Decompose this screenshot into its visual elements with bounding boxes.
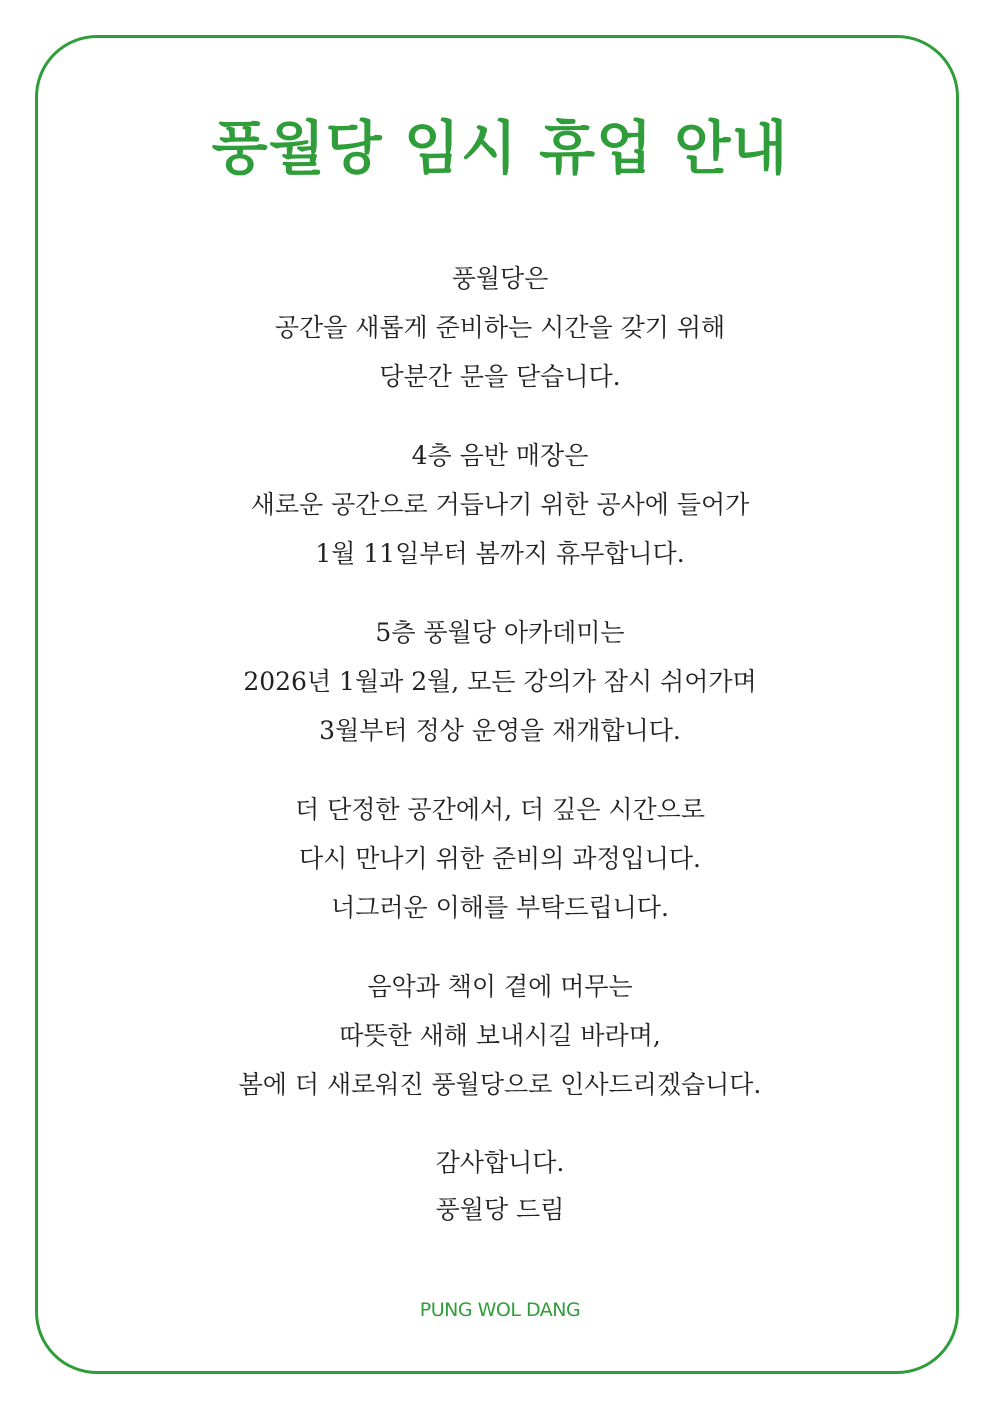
- text-line: 공간을 새롭게 준비하는 시간을 갖기 위해: [274, 313, 726, 342]
- text-line: 4층 음반 매장은: [411, 441, 589, 470]
- paragraph-apology: [0, 785, 1000, 932]
- text-line: 더 단정한 공간에서, 더 깊은 시간으로: [295, 795, 705, 824]
- text-line: 1월 11일부터 봄까지 휴무합니다.: [315, 539, 685, 568]
- text-line: 음악과 책이 곁에 머무는: [367, 972, 633, 1001]
- notice-body: [0, 254, 1000, 1263]
- text-line: 새로운 공간으로 거듭나기 위한 공사에 들어가: [250, 490, 750, 519]
- paragraph-intro: [0, 254, 1000, 401]
- closing-signoff: 풍월당 드림: [435, 1195, 565, 1224]
- text-line: 봄에 더 새로워진 풍월당으로 인사드리겠습니다.: [238, 1070, 762, 1099]
- notice-title: 풍월당 임시 휴업 안내: [211, 114, 789, 182]
- closing-thanks: 감사합니다.: [435, 1148, 565, 1177]
- paragraph-4th-floor: [0, 431, 1000, 578]
- paragraph-greeting: [0, 962, 1000, 1109]
- text-line: 다시 만나기 위한 준비의 과정입니다.: [299, 844, 701, 873]
- text-line: 3월부터 정상 운영을 재개합니다.: [319, 716, 681, 745]
- text-line: 따뜻한 새해 보내시길 바라며,: [339, 1021, 661, 1050]
- closing-signature: [0, 1139, 1000, 1233]
- text-line: 5층 풍월당 아카데미는: [375, 618, 625, 647]
- text-line: 너그러운 이해를 부탁드립니다.: [331, 893, 669, 922]
- brand-logo: PUNG WOL DANG: [419, 1299, 581, 1321]
- text-line: 풍월당은: [451, 264, 549, 293]
- paragraph-5th-floor: [0, 608, 1000, 755]
- text-line: 2026년 1월과 2월, 모든 강의가 잠시 쉬어가며: [243, 667, 757, 696]
- text-line: 당분간 문을 닫습니다.: [379, 362, 621, 391]
